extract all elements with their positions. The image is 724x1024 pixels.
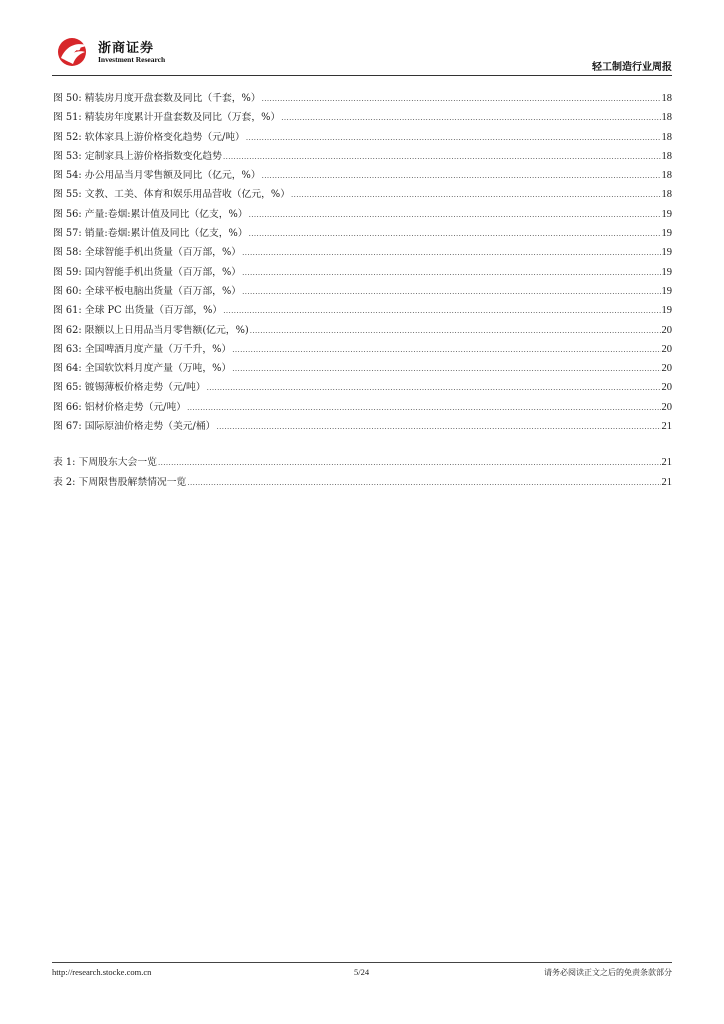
page-header bbox=[52, 34, 672, 76]
dot-leader bbox=[262, 90, 661, 109]
toc-entry-page: 18 bbox=[661, 112, 672, 124]
toc-entry-page: 21 bbox=[661, 421, 672, 433]
toc-entry-label: 图 61: 全球 PC 出货量（百万部，%） bbox=[53, 305, 223, 317]
toc-entry-label: 图 62: 限额以上日用品当月零售额(亿元，%) bbox=[53, 324, 249, 336]
toc-entry-page: 18 bbox=[661, 93, 672, 104]
dot-leader bbox=[249, 225, 661, 244]
dot-leader bbox=[242, 264, 660, 283]
toc-entry-label: 图 52: 软体家具上游价格变化趋势（元/吨） bbox=[53, 131, 245, 143]
research-site-link[interactable]: http://research.stocke.com.cn bbox=[52, 967, 152, 977]
toc-entry-label: 图 57: 销量:卷烟:累计值及同比（亿支，%） bbox=[53, 228, 248, 240]
dot-leader bbox=[249, 206, 661, 225]
toc-entry-figure-66[interactable] bbox=[53, 398, 672, 417]
toc-entry-label: 图 64: 全国软饮料月度产量（万吨，%） bbox=[53, 363, 232, 375]
dot-leader bbox=[187, 474, 660, 493]
footer-divider bbox=[52, 962, 672, 963]
page-number: 5/24 bbox=[354, 967, 370, 977]
dot-leader bbox=[207, 379, 661, 398]
toc-entry-table-1[interactable] bbox=[53, 453, 672, 472]
figure-list bbox=[53, 89, 672, 436]
brand-name-en: Investment Research bbox=[98, 55, 166, 64]
dot-leader bbox=[291, 186, 660, 205]
toc-entry-label: 图 53: 定制家具上游价格指数变化趋势 bbox=[53, 150, 222, 162]
dot-leader bbox=[242, 244, 660, 263]
toc-entry-figure-53[interactable] bbox=[53, 147, 672, 166]
toc-entry-page: 18 bbox=[661, 131, 672, 143]
toc-entry-table-2[interactable] bbox=[53, 473, 672, 492]
brand-name-cn: 浙商证券 bbox=[98, 41, 155, 56]
toc-entry-figure-58[interactable] bbox=[53, 243, 672, 262]
toc-entry-figure-56[interactable] bbox=[53, 205, 672, 224]
toc-entry-figure-65[interactable] bbox=[53, 378, 672, 397]
toc-entry-figure-64[interactable] bbox=[53, 359, 672, 378]
zheshang-logo-icon bbox=[55, 36, 93, 68]
section-spacer bbox=[53, 436, 672, 453]
toc-entry-figure-60[interactable] bbox=[53, 282, 672, 301]
toc-entry-figure-63[interactable] bbox=[53, 340, 672, 359]
toc-entry-page: 21 bbox=[661, 476, 672, 488]
table-list bbox=[53, 453, 672, 492]
toc-entry-page: 20 bbox=[661, 324, 672, 336]
dot-leader bbox=[187, 399, 660, 418]
toc-entry-page: 19 bbox=[661, 305, 672, 317]
dot-leader bbox=[158, 454, 661, 473]
toc-entry-page: 19 bbox=[661, 208, 672, 220]
toc-entry-page: 18 bbox=[661, 150, 672, 162]
dot-leader bbox=[281, 109, 660, 128]
toc-entry-label: 图 63: 全国啤酒月度产量（万千升，%） bbox=[53, 343, 232, 355]
toc-entry-label: 图 51: 精装房年度累计开盘套数及同比（万套，%） bbox=[53, 112, 281, 124]
toc-entry-figure-61[interactable] bbox=[53, 301, 672, 320]
toc-entry-label: 图 60: 全球平板电脑出货量（百万部，%） bbox=[53, 285, 242, 297]
toc-entry-page: 20 bbox=[661, 382, 672, 394]
table-of-contents bbox=[53, 89, 672, 492]
toc-entry-label: 图 65: 镀锡薄板价格走势（元/吨） bbox=[53, 382, 206, 394]
toc-entry-figure-67[interactable] bbox=[53, 417, 672, 436]
dot-leader bbox=[250, 322, 661, 341]
toc-entry-figure-54[interactable] bbox=[53, 166, 672, 185]
toc-entry-figure-59[interactable] bbox=[53, 263, 672, 282]
toc-entry-page: 19 bbox=[661, 266, 672, 278]
toc-entry-label: 图 58: 全球智能手机出货量（百万部，%） bbox=[53, 247, 242, 259]
toc-entry-page: 19 bbox=[661, 228, 672, 240]
toc-entry-label: 表 2: 下周限售股解禁情况一览 bbox=[53, 476, 187, 488]
dot-leader bbox=[223, 148, 661, 167]
page-footer bbox=[52, 967, 672, 981]
toc-entry-figure-50[interactable] bbox=[53, 89, 672, 108]
toc-entry-page: 19 bbox=[661, 285, 672, 297]
toc-entry-figure-62[interactable] bbox=[53, 321, 672, 340]
toc-entry-page: 20 bbox=[661, 343, 672, 355]
toc-entry-page: 18 bbox=[661, 170, 672, 182]
toc-entry-label: 图 67: 国际原油价格走势（美元/桶） bbox=[53, 421, 216, 433]
disclaimer-note: 请务必阅读正文之后的免责条款部分 bbox=[544, 968, 672, 977]
dot-leader bbox=[223, 302, 660, 321]
dot-leader bbox=[216, 418, 660, 437]
toc-entry-label: 图 66: 铝材价格走势（元/吨） bbox=[53, 401, 187, 413]
toc-entry-label: 图 54: 办公用品当月零售额及同比（亿元，%） bbox=[53, 170, 261, 182]
toc-entry-page: 20 bbox=[661, 401, 672, 413]
toc-entry-page: 18 bbox=[661, 189, 672, 201]
dot-leader bbox=[242, 283, 660, 302]
report-type-title: 轻工制造行业周报 bbox=[592, 62, 672, 73]
toc-entry-label: 图 50: 精装房月度开盘套数及同比（千套，%） bbox=[53, 93, 261, 104]
toc-entry-label: 图 55: 文教、工美、体育和娱乐用品营收（亿元，%） bbox=[53, 189, 291, 201]
toc-entry-label: 图 59: 国内智能手机出货量（百万部，%） bbox=[53, 266, 242, 278]
toc-entry-figure-57[interactable] bbox=[53, 224, 672, 243]
dot-leader bbox=[232, 360, 660, 379]
toc-entry-page: 20 bbox=[661, 363, 672, 375]
dot-leader bbox=[262, 167, 661, 186]
toc-entry-page: 21 bbox=[661, 457, 672, 469]
header-divider bbox=[52, 75, 672, 76]
toc-entry-page: 19 bbox=[661, 247, 672, 259]
toc-entry-figure-51[interactable] bbox=[53, 108, 672, 127]
toc-entry-figure-52[interactable] bbox=[53, 128, 672, 147]
toc-entry-label: 表 1: 下周股东大会一览 bbox=[53, 457, 157, 469]
dot-leader bbox=[232, 341, 660, 360]
toc-entry-figure-55[interactable] bbox=[53, 185, 672, 204]
toc-entry-label: 图 56: 产量:卷烟:累计值及同比（亿支，%） bbox=[53, 208, 248, 220]
dot-leader bbox=[246, 129, 661, 148]
